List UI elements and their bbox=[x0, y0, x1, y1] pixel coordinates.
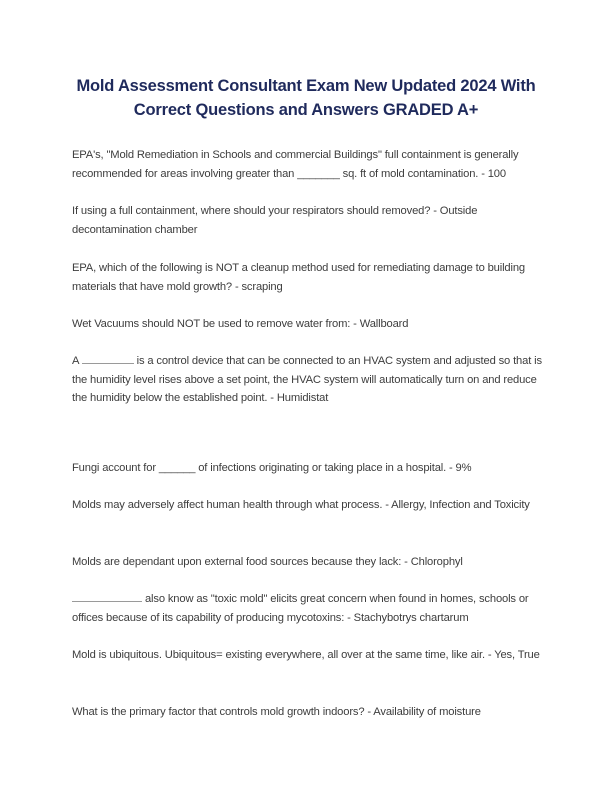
qa-text-after: is a control device that can be connected to an HVAC system and adjusted so that is the humidity level rises above a set point, the HVAC system will automatically turn on and reduce the humidity below the established point. - Humidistat bbox=[72, 355, 542, 404]
qa-item-4 bbox=[72, 315, 552, 334]
qa-item-9 bbox=[72, 590, 552, 627]
qa-text: Fungi account for ______ of infections originating or taking place in a hospital. - 9% bbox=[72, 462, 472, 474]
qa-text-after: also know as "toxic mold" elicits great concern when found in homes, schools or offices because of its capability of producing mycotoxins: - Stachybotrys chartarum bbox=[72, 593, 529, 624]
qa-text-before: A bbox=[72, 355, 79, 367]
qa-text: What is the primary factor that controls mold growth indoors? - Availability of moisture bbox=[72, 706, 481, 718]
qa-item-6 bbox=[72, 459, 552, 478]
qa-item-5 bbox=[72, 352, 552, 408]
qa-text: EPA's, "Mold Remediation in Schools and commercial Buildings" full containment is generally recommended for areas involving greater than _______ sq. ft of mold contamination. - 100 bbox=[72, 149, 519, 180]
qa-text: EPA, which of the following is NOT a cleanup method used for remediating damage to building materials that have mold growth? - scraping bbox=[72, 262, 525, 293]
document-title: Mold Assessment Consultant Exam New Updated 2024 With Correct Questions and Answers GRADED A+ bbox=[76, 77, 536, 119]
qa-text: Molds are dependant upon external food sources because they lack: - Chlorophyl bbox=[72, 556, 463, 568]
qa-item-8 bbox=[72, 553, 552, 572]
qa-text: Mold is ubiquitous. Ubiquitous= existing everywhere, all over at the same time, like air. - Yes, True bbox=[72, 649, 540, 661]
qa-text: If using a full containment, where should your respirators should removed? - Outside decontamination chamber bbox=[72, 205, 478, 236]
qa-item-1 bbox=[72, 146, 552, 183]
qa-text: Wet Vacuums should NOT be used to remove water from: - Wallboard bbox=[72, 318, 409, 330]
qa-item-2 bbox=[72, 202, 552, 239]
fill-in-blank bbox=[72, 591, 142, 602]
qa-item-7 bbox=[72, 496, 552, 515]
qa-text: Molds may adversely affect human health through what process. - Allergy, Infection and Toxicity bbox=[72, 499, 530, 511]
fill-in-blank bbox=[82, 353, 134, 364]
qa-item-10 bbox=[72, 646, 552, 665]
qa-item-3 bbox=[72, 259, 552, 296]
qa-item-11 bbox=[72, 703, 552, 722]
